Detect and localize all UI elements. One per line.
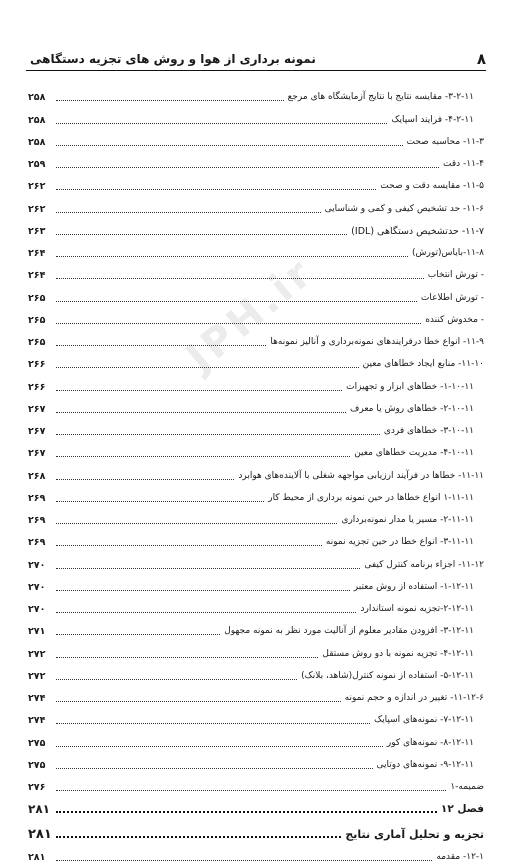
dot-leader [56, 433, 380, 435]
dot-leader [56, 233, 347, 235]
toc-entry-title: ۱-۱۱-۱۱ انواع خطاها در حین نمونه برداری از محیط کار [268, 492, 474, 503]
toc-entry-page: ۲۶۷ [28, 448, 46, 460]
toc-entry [28, 841, 486, 863]
toc-entry [28, 260, 486, 282]
dot-leader [56, 166, 439, 168]
toc-entry-page: ۲۷۲ [28, 648, 46, 660]
toc-entry [28, 594, 486, 616]
toc-entry-page: ۲۷۰ [28, 559, 46, 571]
toc-entry-page: ۲۸۱ [28, 802, 50, 817]
dot-leader [56, 255, 408, 257]
toc-entry-title: ۸-۱۲-۱۱- نمونه‌های کور [386, 737, 474, 748]
toc-entry-title: ۹-۱۲-۱۱- نمونه‌های دوتایی [376, 759, 474, 770]
toc-entry-title: ۳-۱۲-۱۱- افزودن مقادیر معلوم از آنالیت مورد نظر به نمونه مجهول [224, 626, 474, 637]
toc-entry-page: ۲۶۳ [28, 225, 46, 237]
toc-entry-page: ۲۶۴ [28, 270, 46, 282]
toc-entry-page: ۲۷۰ [28, 604, 46, 615]
dot-leader [56, 700, 341, 702]
dot-leader [56, 99, 284, 101]
toc-entry [28, 282, 486, 304]
dot-leader [56, 300, 417, 302]
toc-entry [28, 82, 486, 104]
toc-entry-title: ۱۱-۱۱- خطاها در فرآیند ارزیابی مواجهه شغلی با آلاینده‌های هوابرد [238, 470, 484, 481]
dot-leader [56, 544, 322, 546]
toc-entry-page: ۲۷۰ [28, 581, 46, 593]
toc-entry-title: تجزیه و تحلیل آماری نتایج [345, 828, 484, 842]
toc-entry [28, 750, 486, 772]
toc-entry [28, 216, 486, 238]
toc-entry-title: ۱-۱۰-۱۱- خطاهای ابزار و تجهیزات [346, 381, 474, 392]
toc-entry-page: ۲۶۵ [28, 337, 46, 348]
toc-entry [28, 171, 486, 193]
toc-entry-page: ۲۸۱ [28, 851, 46, 863]
dot-leader [56, 500, 264, 502]
toc-entry-page: ۲۶۲ [28, 181, 46, 193]
dot-leader [56, 633, 220, 635]
toc-entry [28, 305, 486, 327]
toc-entry-page: ۲۷۶ [28, 782, 46, 793]
toc-entry-title: ۱۱-۸-بایاس(تورش) [412, 248, 484, 258]
dot-leader [56, 722, 370, 724]
toc-entry-page: ۲۶۵ [28, 292, 46, 304]
toc-entry-title: ۱۱-۱۲- اجزاء برنامه کنترل کیفی [364, 559, 484, 570]
dot-leader [56, 522, 337, 524]
toc-entry-title: ۱۱-۳- محاسبه صحت [406, 136, 484, 147]
toc-entry-title: ۲-۱۱-۱۱- مسیر یا مدار نمونه‌برداری [341, 515, 474, 525]
dot-leader [56, 745, 383, 747]
toc-entry-title: ۳-۱۰-۱۱- خطاهای فردی [383, 426, 474, 436]
toc-entry-title: - مخدوش کننده [425, 314, 484, 325]
toc-entry-title: فصل ۱۲ [440, 803, 484, 816]
toc-entry [28, 238, 486, 260]
dot-leader [56, 344, 266, 346]
toc-entry-title: ۴-۱۰-۱۱- مدیریت خطاهای معین [354, 448, 474, 459]
toc-entry [28, 727, 486, 749]
toc-entry-title: ۱۱-۹- انواع خطا درفرایندهای نمونه‌برداری و آنالیز نمونه‌ها [270, 337, 484, 347]
toc-entry [28, 460, 486, 482]
toc-entry-page: ۲۷۲ [28, 670, 46, 682]
toc-entry-page: ۲۶۷ [28, 426, 46, 437]
toc-entry-title: ۱۱-۶- حد تشخیص کیفی و کمی و شناسایی [324, 203, 484, 214]
toc-entry-title: ۱۱-۱۰- منابع ایجاد خطاهای معین [362, 359, 484, 370]
dot-leader [56, 678, 297, 680]
dot-leader [56, 835, 341, 838]
toc-entry-page: ۲۶۶ [28, 359, 46, 371]
toc-entry [28, 549, 486, 571]
toc-entry-page: ۲۶۵ [28, 314, 46, 326]
page-number: ۸ [476, 50, 486, 68]
toc-entry-title: ۱۱-۱۲-۶- تغییر در اندازه و حجم نمونه [344, 693, 484, 703]
toc-entry [28, 816, 486, 841]
toc-entry-page: ۲۶۷ [28, 403, 46, 415]
toc-entry-title: ۱۱-۴- دقت [442, 159, 484, 169]
header-title: نمونه برداری از هوا و روش های تجزیه دستگاهی [30, 52, 316, 66]
toc-entry-page: ۲۵۹ [28, 159, 46, 170]
dot-leader [56, 478, 234, 480]
dot-leader [56, 611, 356, 613]
toc-entry-title: ۴-۲-۱۱- فرایند اسپایک [391, 114, 474, 125]
toc-entry-title: ضمیمه-۱ [450, 782, 484, 792]
toc-entry-title: ۳-۱۱-۱۱- انواع خطا در حین تجزیه نمونه [325, 537, 474, 548]
toc-entry [28, 794, 486, 816]
dot-leader [56, 789, 446, 791]
dot-leader [56, 455, 350, 457]
toc-entry-title: ۱۲-۱- مقدمه [436, 851, 484, 862]
dot-leader [56, 411, 346, 413]
toc-entry-page: ۲۶۲ [28, 203, 46, 215]
toc-entry [28, 616, 486, 638]
toc-entry-page: ۲۷۴ [28, 693, 46, 704]
dot-leader [56, 211, 321, 213]
dot-leader [56, 656, 318, 658]
toc-entry [28, 193, 486, 215]
toc-entry [28, 416, 486, 438]
toc-entry-page: ۲۶۸ [28, 470, 46, 482]
toc-entry-page: ۲۷۵ [28, 737, 46, 749]
toc-entry [28, 638, 486, 660]
toc-entry [28, 772, 486, 794]
dot-leader [56, 389, 342, 391]
toc-entry-page: ۲۶۴ [28, 248, 46, 259]
toc-entry [28, 349, 486, 371]
toc-entry-title: - تورش انتخاب [427, 270, 484, 281]
toc-entry [28, 683, 486, 705]
toc-entry-page: ۲۵۸ [28, 114, 46, 126]
toc-entry-page: ۲۶۹ [28, 537, 46, 549]
toc-entry [28, 505, 486, 527]
toc-entry [28, 438, 486, 460]
toc-entry-title: - تورش اطلاعات [420, 292, 484, 303]
dot-leader [56, 277, 424, 279]
toc-entry-page: ۲۷۱ [28, 626, 46, 638]
toc-entry-title: ۲-۱۰-۱۱- خطاهای روش یا معرف [350, 403, 474, 414]
toc-entry-page: ۲۶۶ [28, 381, 46, 393]
dot-leader [56, 188, 376, 190]
toc-entry [28, 483, 486, 505]
toc-entry [28, 572, 486, 594]
toc-entry-title: ۲-۱۲-۱۱-تجزیه نمونه استاندارد [360, 604, 474, 614]
toc-entry-title: ۱۱-۵- مقایسه دقت و صحت [380, 181, 484, 192]
dot-leader [56, 810, 437, 813]
toc-entry [28, 149, 486, 171]
dot-leader [56, 567, 360, 569]
dot-leader [56, 322, 421, 324]
toc-entry-page: ۲۷۴ [28, 715, 46, 727]
toc-entry [28, 705, 486, 727]
toc-entry-page: ۲۸۱ [28, 827, 52, 843]
table-of-contents [28, 82, 486, 864]
toc-entry-title: ۵-۱۲-۱۱- استفاده از نمونه کنترل(شاهد، بلانک) [301, 670, 474, 681]
watermark: JPH.ir [178, 248, 323, 381]
toc-entry-page: ۲۶۹ [28, 515, 46, 526]
toc-entry-title: ۴-۱۲-۱۱- تجزیه نمونه با دو روش مستقل [322, 648, 474, 659]
toc-entry [28, 527, 486, 549]
toc-entry [28, 104, 486, 126]
toc-entry [28, 127, 486, 149]
toc-entry [28, 661, 486, 683]
toc-entry-title: ۷-۱۲-۱۱- نمونه‌های اسپایک [374, 715, 474, 726]
toc-entry-page: ۲۷۵ [28, 759, 46, 771]
toc-entry-page: ۲۵۸ [28, 136, 46, 148]
toc-entry [28, 394, 486, 416]
toc-entry [28, 327, 486, 349]
toc-entry-page: ۲۶۹ [28, 492, 46, 504]
dot-leader [56, 589, 350, 591]
dot-leader [56, 122, 387, 124]
toc-entry-title: ۱۱-۷- حدتشخیص دستگاهی (IDL) [351, 225, 484, 237]
toc-entry-title: ۳-۲-۱۱- مقایسه نتایج با نتایج آزمایشگاه های مرجع [287, 92, 474, 103]
dot-leader [56, 366, 359, 368]
running-header [26, 48, 486, 71]
toc-entry-page: ۲۵۸ [28, 92, 46, 104]
toc-entry-title: ۱-۱۲-۱۱- استفاده از روش معتبر [353, 581, 474, 592]
dot-leader [56, 144, 403, 146]
toc-entry [28, 371, 486, 393]
dot-leader [56, 859, 432, 861]
